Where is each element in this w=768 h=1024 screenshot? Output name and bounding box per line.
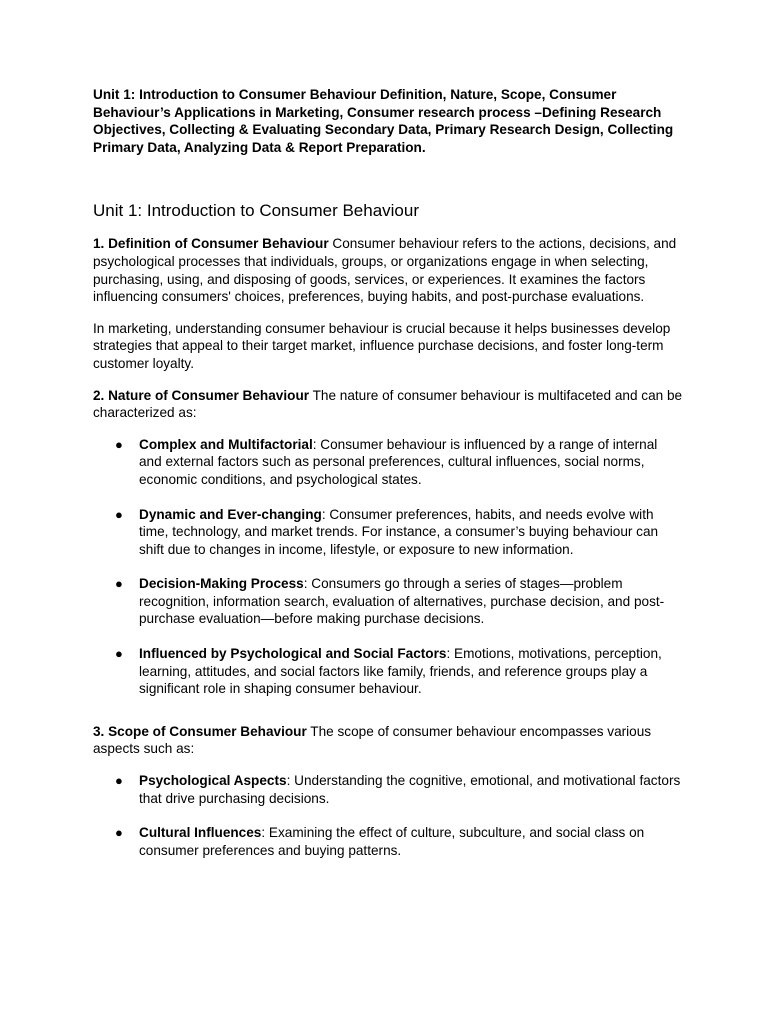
bullet-icon: ● xyxy=(115,773,123,789)
bullet-icon: ● xyxy=(115,825,123,841)
bullet-term: Complex and Multifactorial xyxy=(139,436,313,452)
scope-label: 3. Scope of Consumer Behaviour xyxy=(93,723,307,739)
marketing-paragraph: In marketing, understanding consumer behaviour is crucial because it helps businesses develop strategies that appeal to their target market, influence purchase decisions, and foster long-term customer loyalty. xyxy=(93,320,671,371)
bullet-text: : Consumer preferences, habits, and needs evolve with time, technology, and market trends. For instance, a consumer’s buying behaviour can shift due to changes in income, lifestyle, or exposure to new information. xyxy=(139,506,659,557)
definition-text: Consumer behaviour refers to the actions, decisions, and psychological processes that individuals, groups, or organizations engage in when selecting, purchasing, using, and disposing of goods, services, or experiences. It examines the factors influencing consumers' choices, preferences, buying habits, and post-purchase evaluations. xyxy=(93,236,677,305)
list-item xyxy=(93,645,683,698)
bullet-term: Cultural Influences xyxy=(139,825,262,841)
bullet-icon: ● xyxy=(115,436,123,452)
unit-heading: Unit 1: Introduction to Consumer Behaviour xyxy=(93,201,420,221)
bullet-text: : Understanding the cognitive, emotional, and motivational factors that drive purchasing decisions. xyxy=(139,773,681,806)
nature-text: The nature of consumer behaviour is multifaceted and can be characterized as: xyxy=(93,387,683,421)
list-item xyxy=(93,575,683,628)
bullet-term: Influenced by Psychological and Social Factors xyxy=(139,646,447,662)
bullet-text: : Consumer behaviour is influenced by a range of internal and external factors such as personal preferences, cultural influences, social norms, economic conditions, and psychological states. xyxy=(139,436,658,487)
bullet-text: : Consumers go through a series of stages—problem recognition, information search, evaluation of alternatives, purchase decision, and post-purchase evaluation—before making purchase decisions. xyxy=(139,576,665,627)
bullet-text: : Emotions, motivations, perception, learning, attitudes, and social factors like family, friends, and reference groups play a significant role in shaping consumer behaviour. xyxy=(139,646,662,697)
bullet-icon: ● xyxy=(115,506,123,522)
bullet-icon: ● xyxy=(115,576,123,592)
nature-label: 2. Nature of Consumer Behaviour xyxy=(93,387,310,403)
syllabus-summary: Unit 1: Introduction to Consumer Behaviour Definition, Nature, Scope, Consumer Behaviour’s Applications in Marketing, Consumer research process –Defining Research Objectives, Collecting & Evaluating Secondary Data, Primary Research Design, Collecting Primary Data, Analyzing Data & Report Preparation. xyxy=(93,87,674,155)
bullet-icon: ● xyxy=(115,646,123,662)
definition-paragraph xyxy=(93,235,683,305)
scope-text: The scope of consumer behaviour encompasses various aspects such as: xyxy=(93,723,652,757)
list-item xyxy=(93,772,683,807)
bullet-text: : Examining the effect of culture, subculture, and social class on consumer preferences and buying patterns. xyxy=(139,825,645,858)
list-item xyxy=(93,436,683,489)
document-page xyxy=(93,86,683,876)
nature-paragraph xyxy=(93,387,683,422)
bullet-term: Psychological Aspects xyxy=(139,773,287,789)
list-item xyxy=(93,824,683,859)
definition-label: 1. Definition of Consumer Behaviour xyxy=(93,236,329,252)
scope-bullet-list xyxy=(93,772,683,859)
list-item xyxy=(93,506,683,559)
bullet-term: Dynamic and Ever-changing xyxy=(139,506,322,522)
scope-paragraph xyxy=(93,723,683,758)
nature-bullet-list xyxy=(93,436,683,698)
bullet-term: Decision-Making Process xyxy=(139,576,304,592)
